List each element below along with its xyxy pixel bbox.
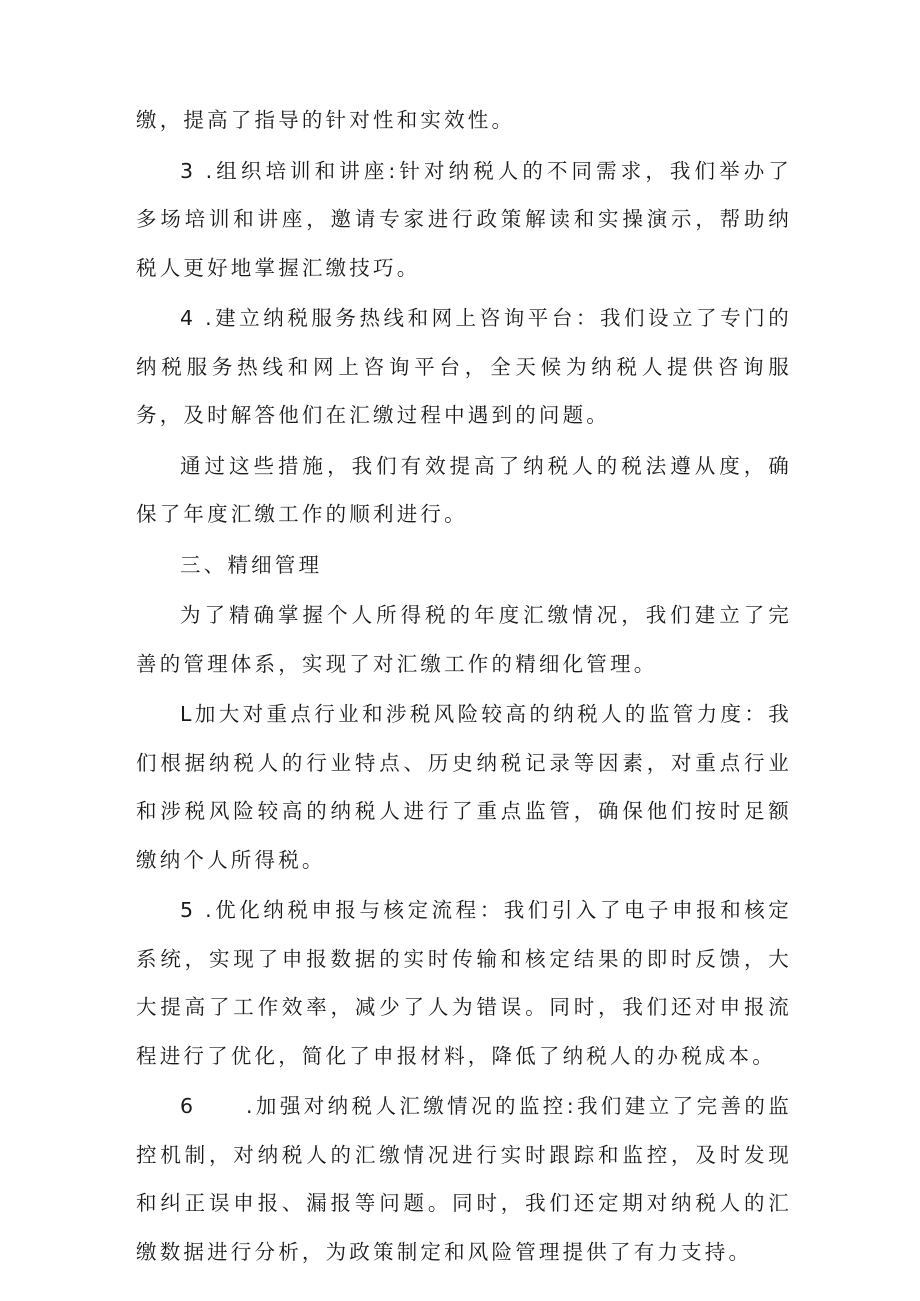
paragraph-text: .优化纳税申报与核定流程：我们引入了电子申报和核定系统，实现了申报数据的实时传输和核定结果的即时反馈，大大提高了工作效率，减少了人为错误。同时，我们还对申报流程进行了优化，简化了申报材料，降低了纳税人的办税成本。: [136, 898, 792, 1068]
paragraph-text: 缴，提高了指导的针对性和实效性。: [136, 108, 516, 132]
paragraph-text: .建立纳税服务热线和网上咨询平台：我们设立了专门的纳税服务热线和网上咨询平台，全天候为纳税人提供咨询服务，及时解答他们在汇缴过程中遇到的问题。: [136, 306, 792, 427]
list-item-3: [136, 147, 792, 293]
list-item-4: [136, 294, 792, 440]
paragraph-text: L加大对重点行业和涉税风险较高的纳税人的监管力度：我们根据纳税人的行业特点、历史纳税记录等因素，对重点行业和涉税风险较高的纳税人进行了重点监管，确保他们按时足额缴纳个人所得税。: [136, 702, 792, 872]
list-number: 5: [180, 898, 196, 922]
list-number: 4: [180, 306, 196, 330]
list-item-6: [136, 1082, 792, 1276]
list-item-1: [136, 690, 792, 884]
paragraph-text: .加强对纳税人汇缴情况的监控:我们建立了完善的监控机制，对纳税人的汇缴情况进行实时跟踪和监控，及时发现和纠正误申报、漏报等问题。同时，我们还定期对纳税人的汇缴数据进行分析，为政策制定和风险管理提供了有力支持。: [136, 1094, 792, 1264]
paragraph-text: 为了精确掌握个人所得税的年度汇缴情况，我们建立了完善的管理体系，实现了对汇缴工作的精细化管理。: [136, 603, 792, 676]
document-body: [136, 96, 792, 1276]
paragraph-text: 通过这些措施，我们有效提高了纳税人的税法遵从度，确保了年度汇缴工作的顺利进行。: [136, 453, 792, 526]
list-item-5: [136, 886, 792, 1080]
list-number: 3: [180, 158, 196, 183]
list-number: 6: [180, 1094, 196, 1118]
intro-paragraph: [136, 591, 792, 688]
summary-paragraph: [136, 442, 792, 539]
paragraph-continuation: [136, 96, 792, 145]
paragraph-text: .组织培训和讲座:针对纳税人的不同需求，我们举办了多场培训和讲座，邀请专家进行政策解读和实操演示，帮助纳税人更好地掌握汇缴技巧。: [136, 158, 792, 280]
section-heading: 三、精细管理: [180, 552, 323, 577]
